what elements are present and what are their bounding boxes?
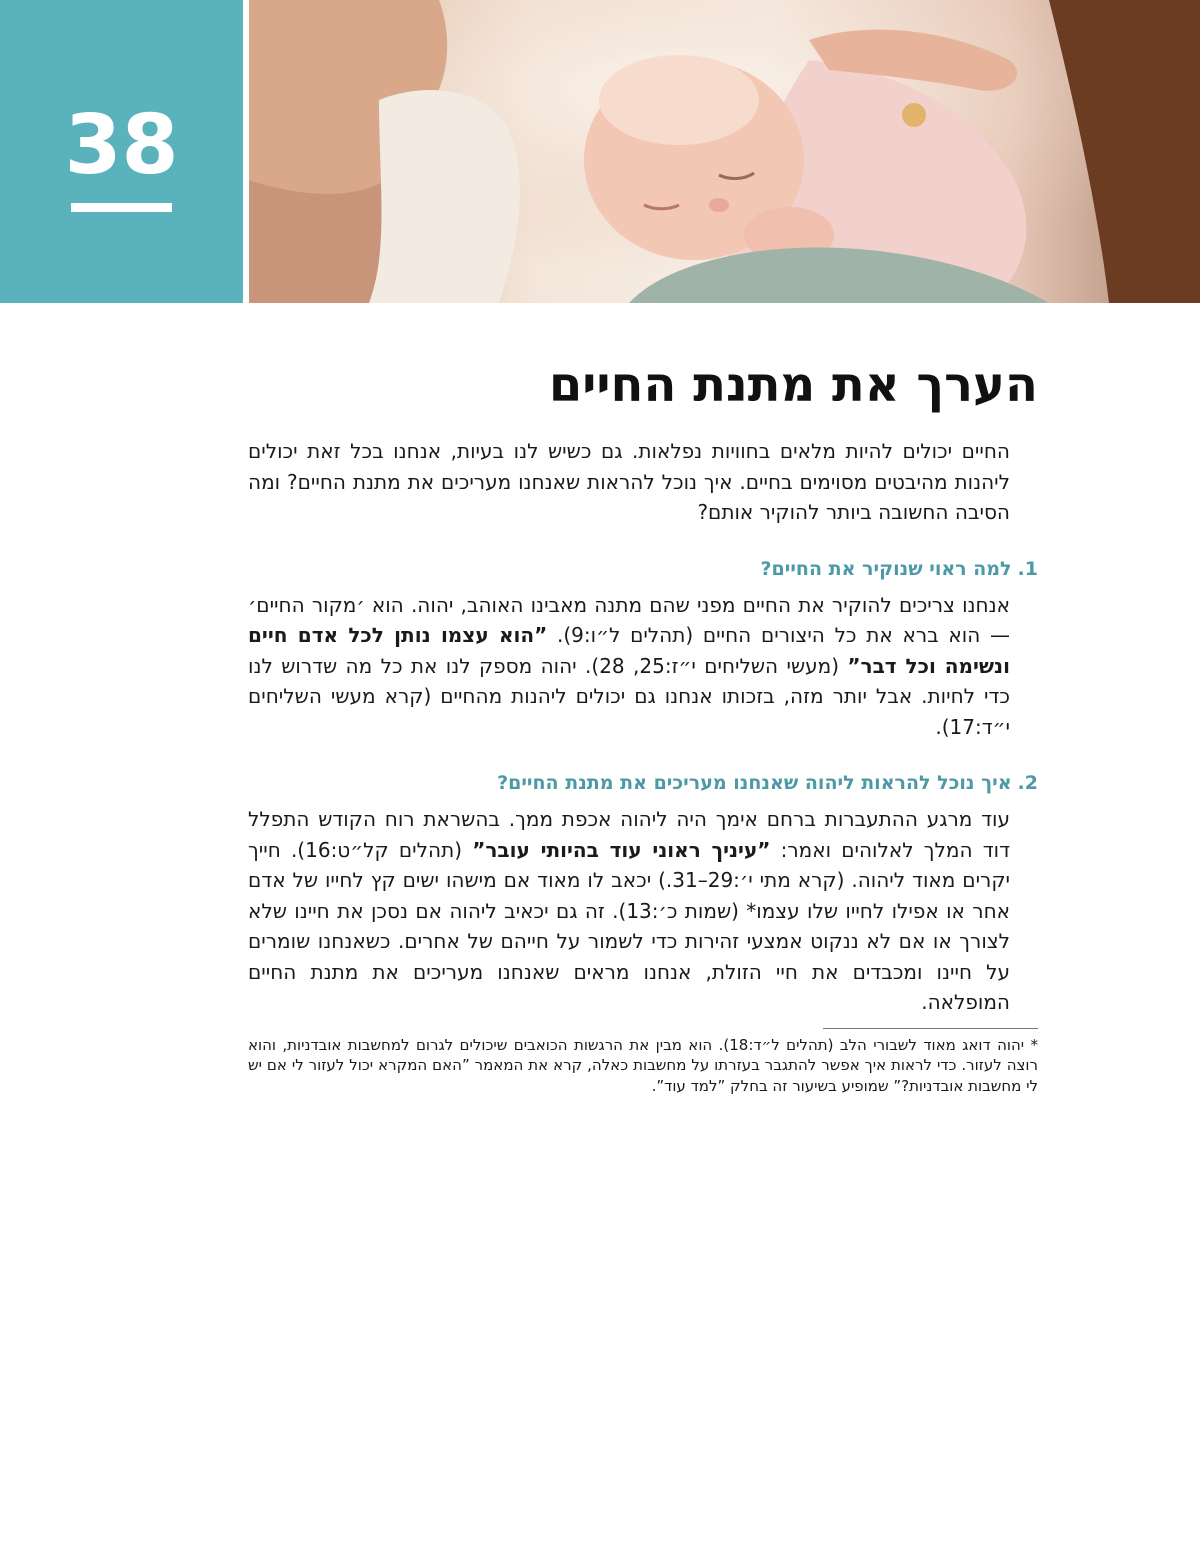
question-2-number: 2.: [1017, 772, 1038, 794]
question-1-text-a: אנחנו צריכים להוקיר את החיים מפני שהם מתנה מאבינו האוהב, יהוה. הוא ׳מקור החיים׳ — הוא ברא את כל היצורים החיים (תהלים ל״ו:9).: [248, 592, 1010, 647]
baby-photo: [249, 0, 1200, 303]
intro: [248, 436, 1038, 528]
question-1-number: 1.: [1017, 557, 1038, 580]
intro-paragraph: החיים יכולים להיות מלאים בחוויות נפלאות. גם כשיש לנו בעיות, אנחנו בכל זאת יכולים ליהנות מהיבטים מסוימים בחיים. איך נוכל להראות שאנחנו מעריכים את מתנת החיים? ומה הסיבה החשובה ביותר להוקיר אותם?: [248, 439, 1010, 524]
question-2-heading: [248, 768, 1038, 798]
question-2-text: איך נוכל להראות ליהוה שאנחנו מעריכים את מתנת החיים?: [497, 772, 1012, 794]
footnote: * יהוה דואג מאוד לשבורי הלב (תהלים ל״ד:18). הוא מבין את הרגשות הכואבים שיכולים לגרום למחשבות אובדניות, והוא רוצה לעזור. כדי לראות איך אפשר להתגבר בעזרתו על מחשבות כאלה, קרא את המאמר ”האם המקרא יכול לעזור לי אם יש לי מחשבות אובדניות?” שמופיע בשיעור זה בחלק ”למד עוד”.: [248, 1035, 1038, 1095]
question-2-body: [248, 804, 1038, 1018]
lesson-number: 38: [64, 98, 179, 193]
question-1-heading: [248, 554, 1038, 584]
question-1-text-b: (מעשי השליחים י״ז:25, 28). יהוה מספק לנו את כל מה שדרוש לנו כדי לחיות. אבל יותר מזה, בזכותו אנחנו גם יכולים ליהנות מהחיים (קרא מעשי השליחים י״ד:17).: [248, 653, 1010, 739]
question-2-paragraph: [248, 804, 1010, 1018]
footnote-divider: [823, 1028, 1038, 1029]
question-2-quote: ”עיניך ראוני עוד בהיותי עובר”: [472, 837, 771, 862]
page-title: הערך את מתנת החיים: [548, 357, 1038, 413]
question-1-paragraph: [248, 590, 1010, 743]
question-1-body: [248, 590, 1038, 743]
lesson-number-underline: [71, 203, 172, 212]
question-1-quote: ”הוא עצמו נותן לכל אדם חיים ונשימה וכל דבר”: [248, 623, 1010, 678]
lesson-number-box: [0, 0, 243, 303]
baby-photo-icon: [249, 0, 1200, 303]
question-2-text-b: (תהלים קל״ט:16). חייך יקרים מאוד ליהוה. (קרא מתי י׳:29–31.) יכאב לו מאוד אם מישהו ישים קץ לחייו של אדם אחר או אפילו לחייו שלו עצמו* (שמות כ׳:13). זה גם יכאיב ליהוה אם נסכן את חיינו שלא לצורך או אם לא ננקוט אמצעי זהירות כדי לשמור על חייהם של אחרים. כשאנחנו שומרים על חיינו ומכבדים את חיי הזולת, אנחנו מראים שאנחנו מעריכים את מתנת החיים המופלאה.: [248, 837, 1011, 1014]
question-1-text: למה ראוי שנוקיר את החיים?: [760, 557, 1012, 580]
question-2-text-a: עוד מרגע ההתעברות ברחם אימך היה ליהוה אכפת ממך. בהשראת רוח הקודש התפלל דוד המלך לאלוהים ואמר:: [248, 807, 1010, 862]
lesson-content: [248, 340, 1038, 1096]
